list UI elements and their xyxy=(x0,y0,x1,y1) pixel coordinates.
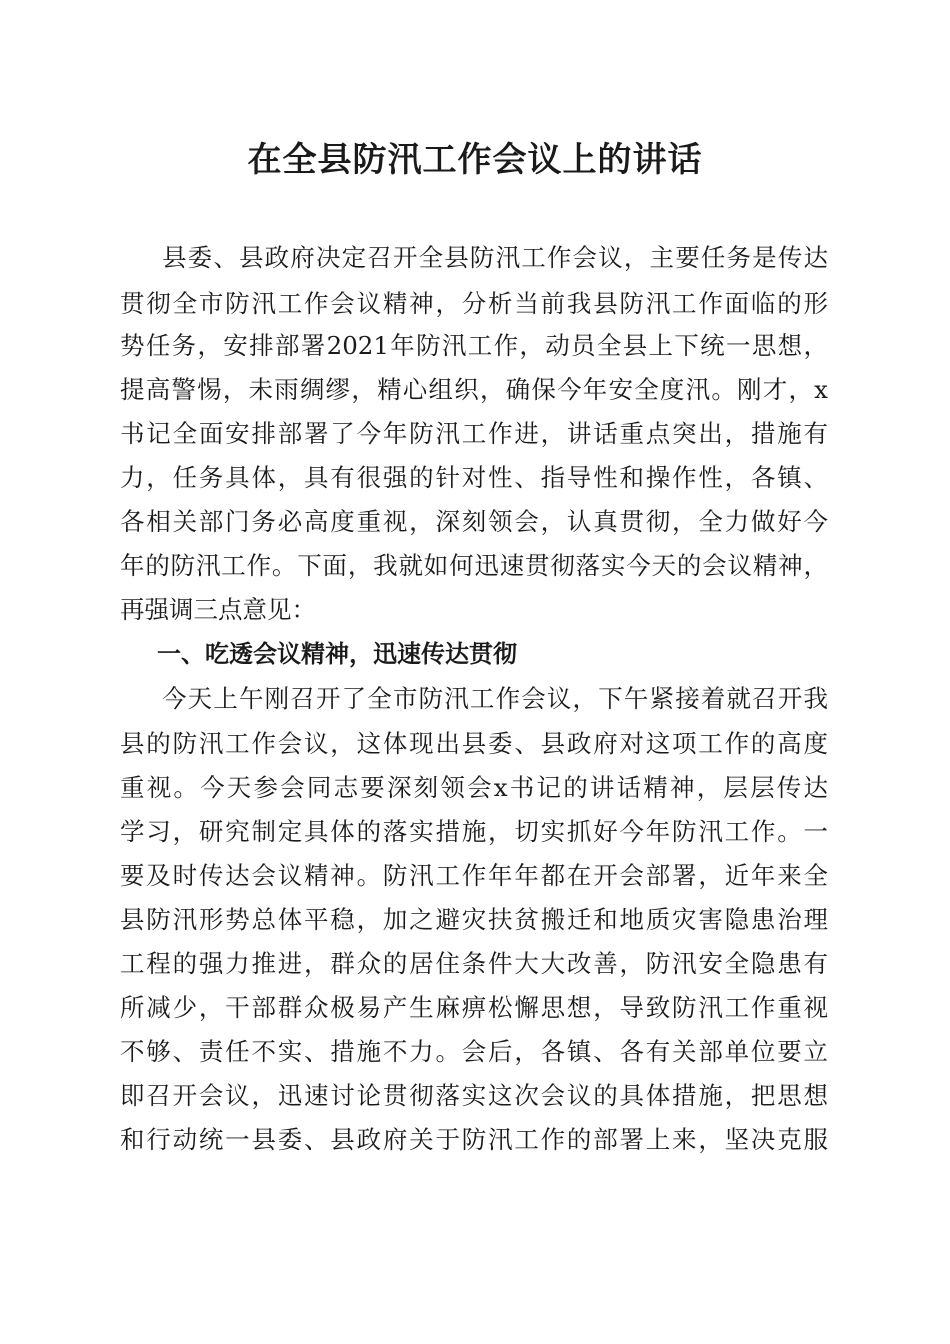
paragraph-line: 和行动统一县委、县政府关于防汛工作的部署上来，坚决克服 xyxy=(120,1125,828,1154)
paragraph-line: 贯彻全市防汛工作会议精神，分析当前我县防汛工作面临的形 xyxy=(120,289,828,318)
paragraph-line: 所减少，干部群众极易产生麻痹松懈思想，导致防汛工作重视 xyxy=(120,993,828,1022)
section-heading: 一、吃透会议精神，迅速传达贯彻 xyxy=(157,640,517,668)
paragraph-line: 今天上午刚召开了全市防汛工作会议，下午紧接着就召开我 xyxy=(162,684,828,713)
paragraph-line: 重视。今天参会同志要深刻领会x书记的讲话精神，层层传达 xyxy=(120,773,828,802)
paragraph-line: 县的防汛工作会议，这体现出县委、县政府对这项工作的高度 xyxy=(120,729,828,758)
paragraph-line: 再强调三点意见： xyxy=(120,595,316,624)
paragraph-line: 县委、县政府决定召开全县防汛工作会议，主要任务是传达 xyxy=(162,243,828,272)
paragraph-line: 各相关部门务必高度重视，深刻领会，认真贯彻，全力做好今 xyxy=(120,507,828,536)
paragraph-line: 县防汛形势总体平稳，加之避灾扶贫搬迁和地质灾害隐患治理 xyxy=(120,905,828,934)
paragraph-line: 年的防汛工作。下面，我就如何迅速贯彻落实今天的会议精神， xyxy=(120,551,828,580)
paragraph-line: 提高警惕，未雨绸缪，精心组织，确保今年安全度汛。刚才，x xyxy=(120,375,828,404)
paragraph-line: 书记全面安排部署了今年防汛工作进，讲话重点突出，措施有 xyxy=(120,419,828,448)
paragraph-line: 即召开会议，迅速讨论贯彻落实这次会议的具体措施，把思想 xyxy=(120,1081,828,1110)
paragraph-line: 学习，研究制定具体的落实措施，切实抓好今年防汛工作。一 xyxy=(120,817,828,846)
paragraph-line: 力，任务具体，具有很强的针对性、指导性和操作性，各镇、 xyxy=(120,463,828,492)
document-title: 在全县防汛工作会议上的讲话 xyxy=(247,140,703,180)
paragraph-line: 工程的强力推进，群众的居住条件大大改善，防汛安全隐患有 xyxy=(120,949,828,978)
paragraph-line: 不够、责任不实、措施不力。会后，各镇、各有关部单位要立 xyxy=(120,1037,828,1066)
paragraph-line: 势任务，安排部署2021年防汛工作，动员全县上下统一思想， xyxy=(120,331,828,360)
paragraph-line: 要及时传达会议精神。防汛工作年年都在开会部署，近年来全 xyxy=(120,861,828,890)
